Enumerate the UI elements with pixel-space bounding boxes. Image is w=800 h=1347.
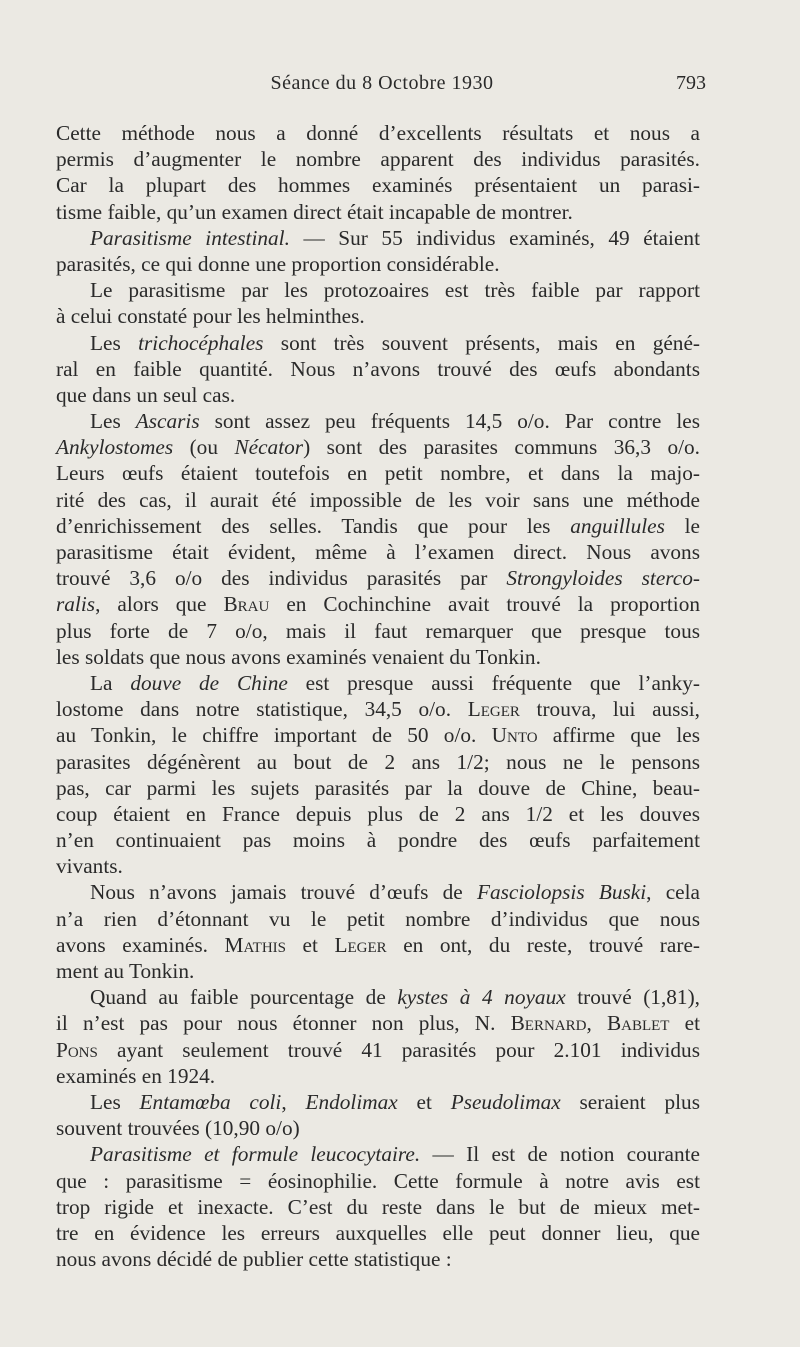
text-run: (ou xyxy=(173,435,235,460)
text-run: nous avons décidé de publier cette statistique : xyxy=(56,1247,452,1272)
text-run: coup étaient en France depuis plus de 2 ans 1/2 et les douves xyxy=(56,801,700,826)
text-run: en Cochinchine avait trouvé la proportion xyxy=(269,592,700,617)
text-run: parasités, ce qui donne une proportion considérable. xyxy=(56,251,500,276)
text-line xyxy=(56,120,700,146)
italic-term: Endolimax xyxy=(305,1089,398,1114)
text-run: — Sur 55 individus examinés, 49 étaient xyxy=(289,225,700,250)
text-line xyxy=(56,539,700,565)
text-run: parasitisme était évident, même à l’examen direct. Nous avons xyxy=(56,540,700,564)
text-run: les soldats que nous avons examinés venaient du Tonkin. xyxy=(56,644,541,669)
text-run: et xyxy=(286,932,335,957)
text-run: , alors que xyxy=(95,592,224,617)
text-line xyxy=(56,1115,700,1141)
text-line xyxy=(56,749,700,775)
author-name: Leger xyxy=(334,932,387,957)
author-name: Brau xyxy=(223,592,270,617)
author-name: Mathis xyxy=(224,932,286,957)
text-run: au Tonkin, le chiffre important de 50 o/o. xyxy=(56,723,492,748)
text-line xyxy=(56,251,700,277)
text-line xyxy=(56,460,700,486)
text-run: trouvé 3,6 o/o des individus parasités par xyxy=(56,566,507,591)
text-run: trouva, lui aussi, xyxy=(519,697,700,722)
text-run: à celui constaté pour les helminthes. xyxy=(56,304,365,329)
text-run: il n’est pas pour nous étonner non plus, N. xyxy=(56,1011,511,1036)
text-run: ) sont des parasites communs 36,3 o/o. xyxy=(303,435,700,460)
italic-term: Pseudolimax xyxy=(450,1089,561,1114)
text-line xyxy=(56,591,700,617)
text-line xyxy=(56,906,700,932)
text-line xyxy=(56,356,700,382)
page-number: 793 xyxy=(676,72,706,94)
text-run: parasites dégénèrent au bout de 2 ans 1/2; nous ne le pensons xyxy=(56,749,700,774)
text-line xyxy=(56,199,700,225)
text-run: permis d’augmenter le nombre apparent des individus parasités. xyxy=(56,147,700,172)
text-run: le xyxy=(664,513,700,538)
text-run: Quand au faible pourcentage de xyxy=(90,985,398,1010)
text-run: Car la plupart des hommes examinés présentaient un parasi- xyxy=(56,173,700,198)
text-run: affirme que les xyxy=(537,723,701,748)
text-line xyxy=(56,879,700,905)
text-run: souvent trouvées (10,90 o/o) xyxy=(56,1116,300,1141)
text-line xyxy=(56,1194,700,1220)
text-run: que dans un seul cas. xyxy=(56,382,236,407)
text-run: — Il est de notion courante xyxy=(420,1142,700,1167)
text-run: n’en continuaient pas moins à pondre des œufs parfaitement xyxy=(56,828,700,853)
text-line xyxy=(56,644,700,670)
text-run: Nous n’avons jamais trouvé d’œufs de xyxy=(90,880,477,905)
body-text xyxy=(56,120,700,1272)
italic-term: Parasitisme et formule leucocytaire. xyxy=(90,1142,421,1167)
text-line xyxy=(56,225,700,251)
italic-term: Ankylostomes xyxy=(56,435,174,460)
text-line xyxy=(56,330,700,356)
text-run: tre en évidence les erreurs auxquelles elle peut donner lieu, que xyxy=(56,1220,700,1245)
text-line xyxy=(56,1037,700,1063)
text-run: Le parasitisme par les protozoaires est très faible par rapport xyxy=(90,278,700,303)
running-title: Séance du 8 Octobre 1930 xyxy=(270,72,494,94)
page-header xyxy=(56,72,708,102)
italic-term: ralis xyxy=(56,592,96,617)
italic-term: kystes à 4 noyaux xyxy=(397,985,566,1010)
text-line xyxy=(56,565,700,591)
text-run: trouvé (1,81), xyxy=(565,985,700,1010)
text-run: vivants. xyxy=(56,854,123,879)
text-line xyxy=(56,303,700,329)
text-line xyxy=(56,853,700,879)
text-run: trop rigide et inexacte. C’est du reste dans le but de mieux met- xyxy=(56,1194,700,1219)
text-run: et xyxy=(397,1089,451,1114)
text-run: ral en faible quantité. Nous n’avons trouvé des œufs abondants xyxy=(56,356,700,381)
text-run: seraient plus xyxy=(560,1089,700,1114)
text-run: plus forte de 7 o/o, mais il faut remarquer que presque tous xyxy=(56,618,700,643)
text-line xyxy=(56,958,700,984)
text-run: et xyxy=(669,1011,700,1036)
text-line xyxy=(56,1089,700,1115)
italic-term: Entamœba coli xyxy=(139,1089,282,1114)
text-run: est presque aussi fréquente que l’anky- xyxy=(287,670,700,695)
text-run: La xyxy=(90,670,131,695)
text-run: Leurs œufs étaient toutefois en petit nombre, et dans la majo- xyxy=(56,461,700,486)
text-run: ment au Tonkin. xyxy=(56,959,195,983)
text-run: lostome dans notre statistique, 34,5 o/o. xyxy=(56,697,468,722)
text-line xyxy=(56,146,700,172)
text-line xyxy=(56,172,700,198)
text-line xyxy=(56,1168,700,1194)
text-line xyxy=(56,1063,700,1089)
text-run: Cette méthode nous a donné d’excellents résultats et nous a xyxy=(56,121,700,145)
text-line xyxy=(56,932,700,958)
text-line xyxy=(56,670,700,696)
text-run: , cela xyxy=(646,880,700,905)
text-line xyxy=(56,434,700,460)
text-line xyxy=(56,984,700,1010)
text-line xyxy=(56,1220,700,1246)
text-line xyxy=(56,775,700,801)
author-name: Pons xyxy=(56,1037,98,1062)
text-line xyxy=(56,722,700,748)
text-line xyxy=(56,618,700,644)
italic-term: Parasitisme intestinal. xyxy=(90,225,290,250)
text-run: Les xyxy=(90,1089,140,1114)
italic-term: trichocéphales xyxy=(138,330,264,355)
text-run: Les xyxy=(90,409,136,434)
text-line xyxy=(56,827,700,853)
text-run: , xyxy=(586,1011,607,1036)
text-line xyxy=(56,1246,700,1272)
text-line xyxy=(56,382,700,408)
text-run: Les xyxy=(90,330,139,355)
text-line xyxy=(56,487,700,513)
text-line xyxy=(56,277,700,303)
text-run: d’enrichissement des selles. Tandis que pour les xyxy=(56,513,571,538)
text-run: pas, car parmi les sujets parasités par la douve de Chine, beau- xyxy=(56,775,700,800)
text-run: examinés en 1924. xyxy=(56,1063,216,1088)
text-line xyxy=(56,408,700,434)
text-run: sont assez peu fréquents 14,5 o/o. Par contre les xyxy=(199,409,700,434)
author-name: Bernard xyxy=(510,1011,587,1036)
text-run: tisme faible, qu’un examen direct était incapable de montrer. xyxy=(56,199,573,224)
italic-term: Ascaris xyxy=(135,409,200,434)
italic-term: douve de Chine xyxy=(130,670,288,695)
text-line xyxy=(56,1141,700,1167)
italic-term: Fasciolopsis Buski xyxy=(476,880,647,905)
text-line xyxy=(56,513,700,539)
author-name: Bablet xyxy=(606,1011,670,1036)
author-name: Leger xyxy=(467,697,520,722)
italic-term: Strongyloides sterco- xyxy=(506,566,700,591)
text-run: n’a rien d’étonnant vu le petit nombre d’individus que nous xyxy=(56,906,700,931)
text-line xyxy=(56,801,700,827)
author-name: Unto xyxy=(491,723,538,748)
text-line xyxy=(56,696,700,722)
italic-term: Nécator xyxy=(234,435,304,460)
text-line xyxy=(56,1010,700,1036)
italic-term: anguillules xyxy=(570,513,665,538)
text-run: avons examinés. xyxy=(56,932,225,957)
text-run: rité des cas, il aurait été impossible de les voir sans une méthode xyxy=(56,487,700,512)
text-run: ayant seulement trouvé 41 parasités pour 2.101 individus xyxy=(97,1037,700,1062)
text-run: , xyxy=(281,1089,306,1114)
text-run: sont très souvent présents, mais en géné- xyxy=(263,330,700,355)
text-run: que : parasitisme = éosinophilie. Cette formule à notre avis est xyxy=(56,1168,700,1193)
text-run: en ont, du reste, trouvé rare- xyxy=(386,932,700,957)
